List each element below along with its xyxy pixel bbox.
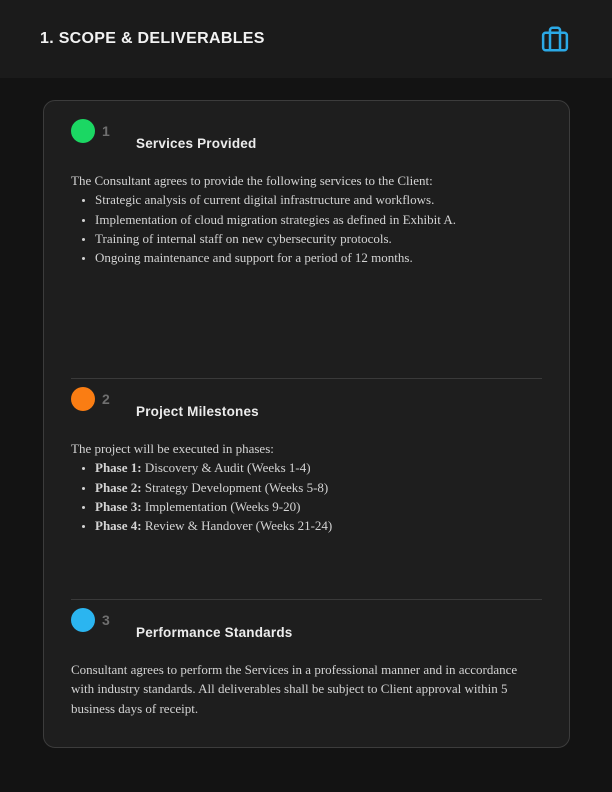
section-body: [71, 439, 542, 535]
section-number: 1: [102, 123, 110, 139]
bullet-item: • Phase 2: Strategy Development (Weeks 5-8): [95, 478, 542, 497]
section: [44, 378, 569, 599]
section-title: Project Milestones: [136, 404, 259, 419]
section-dot: [71, 387, 95, 411]
briefcase-icon: [540, 24, 570, 54]
section-header: [71, 385, 542, 429]
section-paragraph: Consultant agrees to perform the Services in a professional manner and in accordance with industry standards. All deliverables shall be subject to Client approval within 5 business days of receipt.: [71, 662, 518, 716]
card: [43, 100, 570, 748]
bullet-item: • Phase 4: Review & Handover (Weeks 21-24): [95, 516, 542, 535]
section-bullets: [71, 190, 542, 267]
header-bar: [0, 0, 612, 78]
section-header: [71, 117, 542, 161]
section-dot: [71, 119, 95, 143]
section-number: 2: [102, 391, 110, 407]
section-title: Performance Standards: [136, 625, 293, 640]
bullet-item: • Ongoing maintenance and support for a period of 12 months.: [95, 248, 542, 267]
bullet-item: • Implementation of cloud migration strategies as defined in Exhibit A.: [95, 210, 542, 229]
section-body: [71, 660, 542, 718]
section-intro: The Consultant agrees to provide the following services to the Client:: [71, 173, 433, 188]
section-header: [71, 606, 542, 650]
section: [44, 117, 569, 378]
page-title: 1. SCOPE & DELIVERABLES: [40, 30, 265, 47]
bullet-item: • Strategic analysis of current digital infrastructure and workflows.: [95, 190, 542, 209]
section-title: Services Provided: [136, 136, 257, 151]
section-number: 3: [102, 612, 110, 628]
bullet-item: • Phase 3: Implementation (Weeks 9-20): [95, 497, 542, 516]
section-dot: [71, 608, 95, 632]
section-intro: The project will be executed in phases:: [71, 441, 274, 456]
bullet-item: • Phase 1: Discovery & Audit (Weeks 1-4): [95, 458, 542, 477]
section: [44, 599, 569, 748]
section-bullets: [71, 458, 542, 535]
bullet-item: • Training of internal staff on new cybersecurity protocols.: [95, 229, 542, 248]
section-body: [71, 171, 542, 267]
